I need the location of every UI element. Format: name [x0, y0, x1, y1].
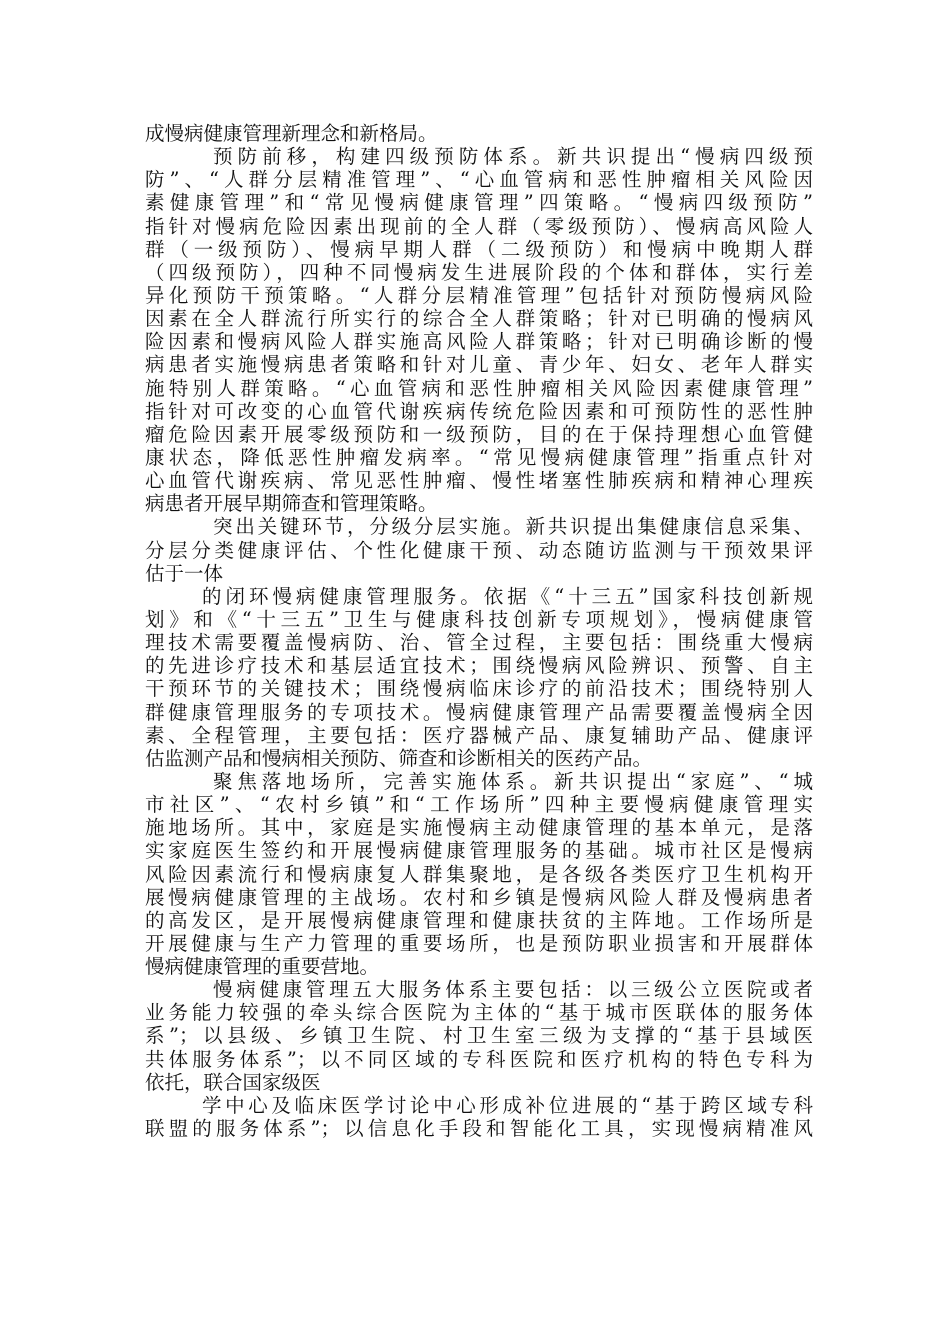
paragraph-cross-region	[145, 1094, 813, 1140]
text-line: 防”、“人群分层精准管理”、“心血管病和恶性肿瘤相关风险因	[145, 168, 813, 192]
document-body	[145, 122, 813, 1140]
text-line: 群（一级预防）、慢病早期人群（二级预防）和慢病中晚期人群	[145, 237, 813, 261]
paragraph-key-links	[145, 515, 813, 584]
text-line: 系”；以县级、乡镇卫生院、村卫生室三级为支撑的“基于县域医	[145, 1024, 813, 1048]
text-line: 联盟的服务体系”；以信息化手段和智能化工具，实现慢病精准风	[145, 1117, 813, 1141]
text-line: 施地场所。其中，家庭是实施慢病主动健康管理的基本单元，是落	[145, 816, 813, 840]
text-line: 病患者开展早期筛查和管理策略。	[145, 492, 438, 516]
text-line: 因素在全人群流行所实行的综合全人群策略；针对已明确的慢病风	[145, 307, 813, 331]
paragraph-venues	[145, 770, 813, 978]
text-line: （四级预防），四种不同慢病发生进展阶段的个体和群体，实行差	[145, 260, 813, 284]
text-line: 风险因素流行和慢病康复人群集聚地，是各级各类医疗卫生机构开	[145, 862, 813, 886]
text-line: 素健康管理”和“常见慢病健康管理”四策略。“慢病四级预防”	[145, 191, 813, 215]
text-line: 病患者实施慢病患者策略和针对儿童、青少年、妇女、老年人群实	[145, 353, 813, 377]
text-line: 分层分类健康评估、个性化健康干预、动态随访监测与干预效果评	[145, 538, 813, 562]
text-line: 的高发区，是开展慢病健康管理和健康扶贫的主阵地。工作场所是	[145, 908, 813, 932]
text-line: 学中心及临床医学讨论中心形成补位进展的“基于跨区域专科	[202, 1093, 813, 1117]
text-line: 突出关键环节，分级分层实施。新共识提出集健康信息采集、	[213, 515, 813, 539]
text-line: 康状态，降低恶性肿瘤发病率。“常见慢病健康管理”指重点针对	[145, 445, 813, 469]
text-line: 实家庭医生签约和开展慢病健康管理服务的基础。城市社区是慢病	[145, 839, 813, 863]
text-line: 成慢病健康管理新理念和新格局。	[145, 122, 438, 145]
text-line: 心血管代谢疾病、常见恶性肿瘤、慢性堵塞性肺疾病和精神心理疾	[145, 469, 813, 493]
text-line: 指针对慢病危险因素出现前的全人群（零级预防）、慢病高风险人	[145, 214, 813, 238]
text-line: 划》和《“十三五”卫生与健康科技创新专项规划》，慢病健康管	[145, 607, 813, 631]
text-line: 依托，联合国家级医	[145, 1070, 321, 1094]
text-line: 险因素和慢病风险人群实施高风险人群策略；针对已明确诊断的慢	[145, 330, 813, 354]
paragraph-intro-tail	[145, 122, 813, 145]
text-line: 估于一体	[145, 561, 224, 585]
paragraph-closed-loop	[145, 585, 813, 770]
text-line: 群健康管理服务的专项技术。慢病健康管理产品需要覆盖慢病全因	[145, 700, 813, 724]
text-line: 的先进诊疗技术和基层适宜技术；围绕慢病风险辨识、预警、自主	[145, 654, 813, 678]
text-line: 干预环节的关键技术；围绕慢病临床诊疗的前沿技术；围绕特别人	[145, 677, 813, 701]
text-line: 的闭环慢病健康管理服务。依据《“十三五”国家科技创新规	[202, 584, 813, 608]
text-line: 聚焦落地场所，完善实施体系。新共识提出“家庭”、“城	[213, 769, 813, 793]
text-line: 预防前移，构建四级预防体系。新共识提出“慢病四级预	[213, 145, 813, 169]
text-line: 共体服务体系”；以不同区域的专科医院和医疗机构的特色专科为	[145, 1047, 813, 1071]
text-line: 慢病健康管理的重要营地。	[145, 955, 380, 979]
text-line: 施特别人群策略。“心血管病和恶性肿瘤相关风险因素健康管理”	[145, 376, 813, 400]
paragraph-service-systems	[145, 978, 813, 1094]
text-line: 市社区”、“农村乡镇”和“工作场所”四种主要慢病健康管理实	[145, 793, 813, 817]
text-line: 理技术需要覆盖慢病防、治、管全过程，主要包括：围绕重大慢病	[145, 631, 813, 655]
text-line: 开展健康与生产力管理的重要场所，也是预防职业损害和开展群体	[145, 931, 813, 955]
text-line: 指针对可改变的心血管代谢疾病传统危险因素和可预防性的恶性肿	[145, 399, 813, 423]
text-line: 估监测产品和慢病相关预防、筛查和诊断相关的医药产品。	[145, 746, 653, 770]
text-line: 展慢病健康管理的主战场。农村和乡镇是慢病风险人群及慢病患者	[145, 885, 813, 909]
paragraph-prevention	[145, 145, 813, 515]
text-line: 慢病健康管理五大服务体系主要包括：以三级公立医院或者	[213, 978, 813, 1002]
text-line: 瘤危险因素开展零级预防和一级预防，目的在于保持理想心血管健	[145, 422, 813, 446]
text-line: 异化预防干预策略。“人群分层精准管理”包括针对预防慢病风险	[145, 283, 813, 307]
text-line: 素、全程管理，主要包括：医疗器械产品、康复辅助产品、健康评	[145, 723, 813, 747]
text-line: 业务能力较强的牵头综合医院为主体的“基于城市医联体的服务体	[145, 1001, 813, 1025]
